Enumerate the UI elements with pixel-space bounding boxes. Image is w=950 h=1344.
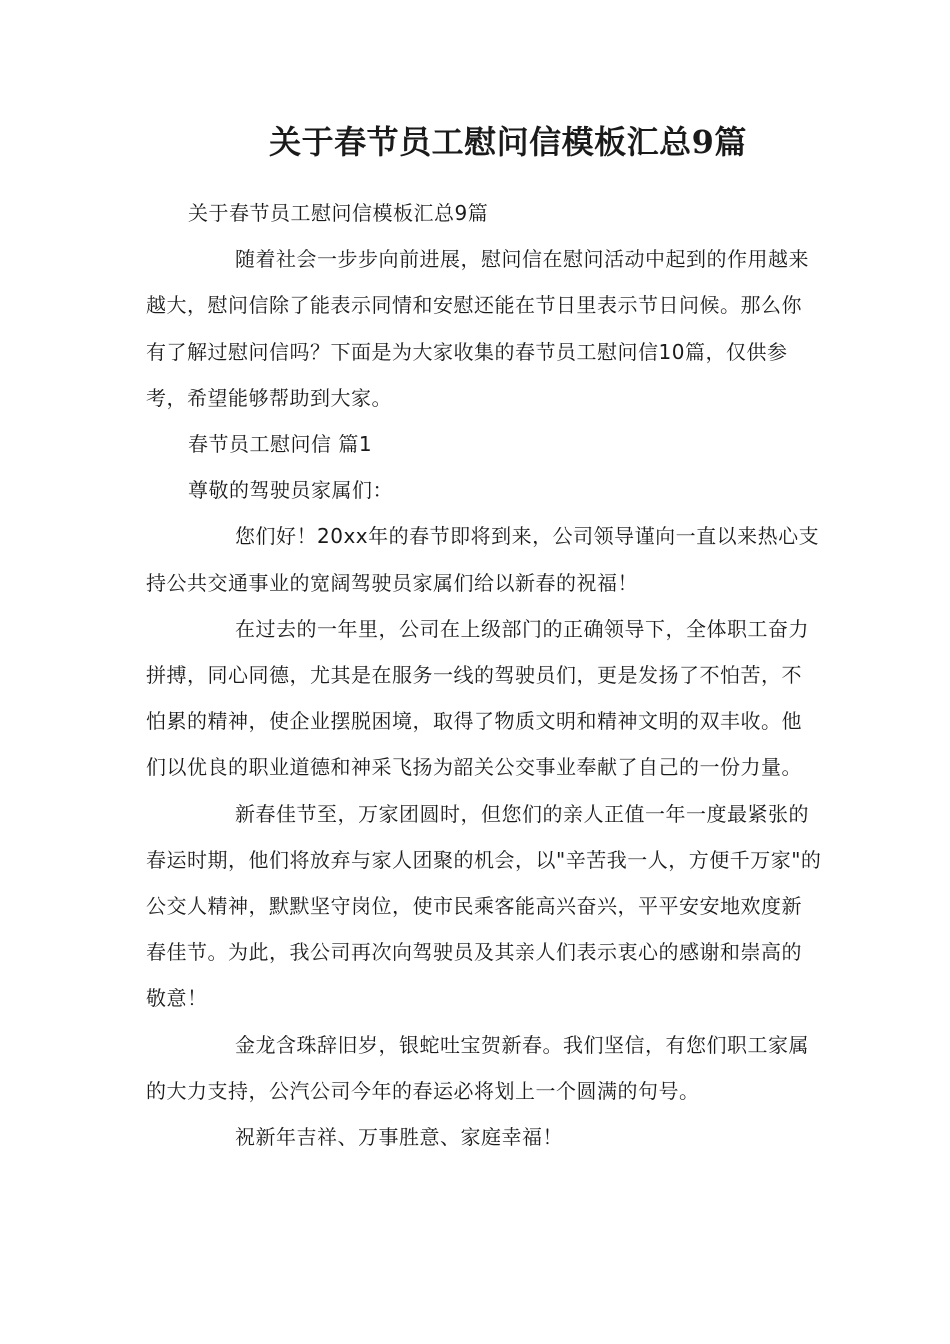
section-heading: 春节员工慰问信 篇1 xyxy=(188,432,373,457)
letter-salutation: 尊敬的驾驶员家属们： xyxy=(188,478,393,503)
paragraph-intro: 随着社会一步步向前进展，慰问信在慰问活动中起到的作用越来越大，慰问信除了能表示同情和安慰还能在节日里表示节日问候。那么你有了解过慰问信吗？下面是为大家收集的春节员工慰问信10篇，仅供参考，希望能够帮助到大家。 xyxy=(146,247,809,410)
document-title: 关于春节员工慰问信模板汇总9篇 xyxy=(269,123,747,161)
paragraph-subtitle: 关于春节员工慰问信模板汇总9篇 xyxy=(188,201,489,225)
letter-paragraph: 在过去的一年里，公司在上级部门的正确领导下，全体职工奋力拼搏，同心同德，尤其是在服务一线的驾驶员们，更是发扬了不怕苦，不怕累的精神，使企业摆脱困境，取得了物质文明和精神文明的双丰收。他们以优良的职业道德和神采飞扬为韶关公交事业奉献了自己的一份力量。 xyxy=(146,616,809,780)
letter-paragraph: 新春佳节至，万家团圆时，但您们的亲人正值一年一度最紧张的春运时期，他们将放弃与家人团聚的机会，以"辛苦我一人，方便千万家"的公交人精神，默默坚守岗位，使市民乘客能高兴奋兴，平平安安地欢度新春佳节。为此，我公司再次向驾驶员及其亲人们表示衷心的感谢和崇高的敬意！ xyxy=(146,801,822,1011)
letter-paragraph: 金龙含珠辞旧岁，银蛇吐宝贺新春。我们坚信，有您们职工家属的大力支持，公汽公司今年的春运必将划上一个圆满的句号。 xyxy=(146,1032,809,1103)
letter-closing: 祝新年吉祥、万事胜意、家庭幸福！ xyxy=(235,1125,563,1150)
document-body xyxy=(146,190,822,1160)
letter-paragraph: 您们好！20xx年的春节即将到来，公司领导谨向一直以来热心支持公共交通事业的宽阔驾驶员家属们给以新春的祝福！ xyxy=(146,524,820,595)
